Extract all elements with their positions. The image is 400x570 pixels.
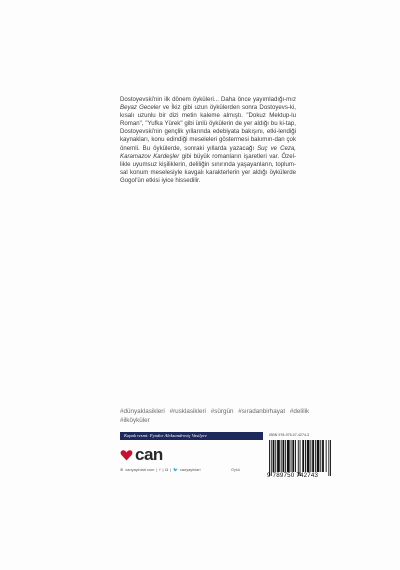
hashtag: #dünyaklasikleri (120, 408, 165, 415)
separator: | (162, 467, 164, 472)
back-cover-blurb (120, 96, 296, 185)
contact-line (120, 467, 280, 472)
facebook-icon[interactable]: f (159, 467, 161, 472)
logo-wordmark: can (135, 445, 163, 464)
blurb-part-2: ve İkiz gibi uzun öykülerden sonra Dostoyevs-ki, kısalı uzunlu bir dizi metin kaleme almıştı. "Dokuz Mektup-lu Roman", "Yufka Yürek" gibi ünlü öykülerin de yer aldığı bu ki-tap, Dostoyevski'nin gençlik yıllarında edebiyata bakışını, etki-lendiği kaynakları, konu edindiği meseleleri göstermesi bakımın-dan çok önemli. Bu öykülerde, sonraki yıllarda yazacağı (120, 104, 296, 152)
hashtag: #rusklasikleri (169, 408, 206, 415)
hashtag: #sıradanbirhayat (238, 408, 286, 415)
separator: | (156, 467, 158, 472)
barcode-number: 9 789750 742743 (267, 472, 319, 479)
blurb-title-beyaz-geceler: Beyaz Geceler (120, 104, 161, 112)
blurb-part-3: gibi büyük romanların işaretleri var. Özel-likle uyumsuz kişiliklerin, deliliğin sınırında yaşayanların, toplum-sal konum meselesiyle kavgalı karakterlerin yer aldığı öykülerde Gogol'ün etkisi iyice hissedilir. (120, 152, 296, 184)
hashtag: #delilik (289, 408, 310, 415)
isbn-label: ISBN 978-975-07-4274-3 (269, 433, 310, 437)
hashtag: #sürgün (210, 408, 234, 415)
heart-icon (120, 450, 133, 461)
social-handle[interactable]: canyayinlari (179, 467, 201, 472)
hashtag: #ilköyküler (120, 417, 150, 424)
blurb-part-1: Dostoyevski'nin ilk dönem öyküleri... Daha önce yayımladığı-mız (120, 96, 296, 103)
instagram-icon[interactable]: ◘ (165, 467, 168, 472)
genre-label: Öykü (231, 467, 241, 472)
publisher-logo (120, 446, 163, 464)
blurb-title-novels: Suç ve Ceza, Karamazov Kardeşler (120, 144, 296, 160)
cover-art-credit-bar: Kapak resmi: Fyodor Aleksandroviç Vasilyev (120, 432, 263, 440)
separator: | (169, 467, 171, 472)
can-heart-mini-icon: ⊛ (120, 467, 124, 472)
hashtag-list (120, 407, 320, 425)
website-link[interactable]: canyayinlari.com (125, 467, 155, 472)
twitter-icon[interactable]: 🐦 (172, 467, 178, 472)
